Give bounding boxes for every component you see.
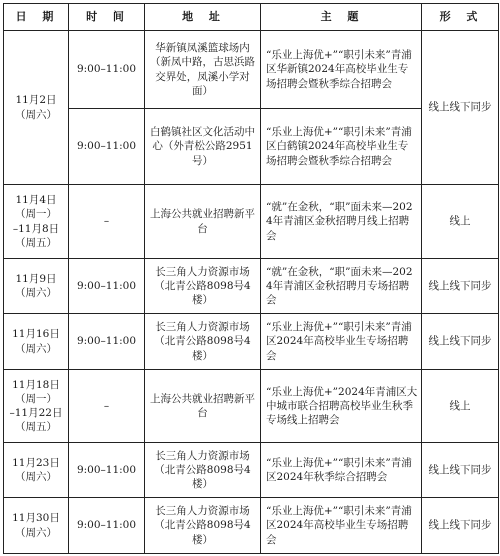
date-line: –11月22日 — [9, 407, 63, 419]
time-cell: – — [69, 185, 145, 259]
topic-cell: “乐业上海优+”“职引未来”青浦区白鹤镇2024年高校毕业生专场招聘会暨秋季综合招聘会 — [261, 109, 422, 185]
date-line: （周六） — [15, 287, 57, 299]
date-line: 11月18日 — [12, 378, 60, 391]
header-format: 形 式 — [422, 4, 499, 31]
date-line: （周一） — [15, 392, 57, 405]
date-line: （周五） — [15, 236, 57, 249]
date-cell — [4, 185, 69, 259]
table-row — [4, 370, 499, 443]
header-topic: 主 题 — [261, 4, 422, 31]
topic-cell: “就”在金秋，“职”面未来—2024年青浦区金秋招聘月线上招聘会 — [261, 185, 422, 259]
date-line: （周六） — [15, 108, 57, 121]
date-line: –11月8日 — [12, 222, 60, 235]
date-line: 11月30日 — [12, 512, 60, 525]
table-row — [4, 498, 499, 554]
topic-cell: “就”在金秋，“职”面未来—2024年青浦区金秋招聘月专场招聘会 — [261, 259, 422, 314]
table-row — [4, 259, 499, 314]
header-date: 日 期 — [4, 4, 69, 31]
format-cell: 线上线下同步 — [422, 498, 499, 554]
address-cell: 上海公共就业招聘新平台 — [145, 370, 261, 443]
time-cell: 9:00–11:00 — [69, 109, 145, 185]
address-cell: 白鹤镇社区文化活动中心（外青松公路2951号） — [145, 109, 261, 185]
topic-cell: “乐业上海优+”“职引未来”青浦区华新镇2024年高校毕业生专场招聘会暨秋季综合招聘会 — [261, 31, 422, 109]
date-cell — [4, 31, 69, 185]
table-row — [4, 314, 499, 370]
topic-cell: “乐业上海优+”2024年青浦区大中城市联合招聘高校毕业生秋季专场线上招聘会 — [261, 370, 422, 443]
table-row — [4, 185, 499, 259]
address-cell: 上海公共就业招聘新平台 — [145, 185, 261, 259]
date-cell — [4, 443, 69, 498]
format-cell: 线上 — [422, 185, 499, 259]
time-cell: – — [69, 370, 145, 443]
topic-cell: “乐业上海优+”“职引未来”青浦区2024年高校毕业生专场招聘会 — [261, 314, 422, 370]
date-line: 11月16日 — [12, 328, 60, 341]
format-cell: 线上线下同步 — [422, 314, 499, 370]
date-line: 11月4日 — [15, 194, 57, 207]
address-cell: 长三角人力资源市场（北青公路8098号4楼） — [145, 498, 261, 554]
date-line: （周六） — [15, 526, 57, 539]
time-cell: 9:00–11:00 — [69, 498, 145, 554]
date-line: （周六） — [15, 342, 57, 355]
format-cell: 线上 — [422, 370, 499, 443]
date-line: （周五） — [15, 421, 57, 434]
table-row — [4, 443, 499, 498]
format-cell: 线上线下同步 — [422, 259, 499, 314]
format-cell: 线上线下同步 — [422, 443, 499, 498]
time-cell: 9:00–11:00 — [69, 31, 145, 109]
address-cell: 长三角人力资源市场（北青公路8098号4楼） — [145, 259, 261, 314]
schedule-table — [3, 3, 499, 554]
time-cell: 9:00–11:00 — [69, 259, 145, 314]
topic-cell: “乐业上海优+”“职引未来”青浦区2024年高校毕业生专场招聘会 — [261, 498, 422, 554]
time-cell: 9:00–11:00 — [69, 443, 145, 498]
date-line: 11月23日 — [12, 456, 60, 469]
date-line: 11月9日 — [15, 272, 57, 285]
date-cell — [4, 370, 69, 443]
date-line: 11月2日 — [15, 94, 57, 107]
address-cell: 长三角人力资源市场（北青公路8098号4楼） — [145, 314, 261, 370]
header-time: 时 间 — [69, 4, 145, 31]
time-cell: 9:00–11:00 — [69, 314, 145, 370]
date-cell — [4, 259, 69, 314]
table-row — [4, 31, 499, 109]
date-line: （周一） — [15, 208, 57, 221]
date-cell — [4, 314, 69, 370]
format-cell: 线上线下同步 — [422, 31, 499, 185]
address-cell: 华新镇凤溪篮球场内（新凤中路，古思浜路交界处，凤溪小学对面） — [145, 31, 261, 109]
topic-cell: “乐业上海优+”“职引未来”青浦区2024年秋季综合招聘会 — [261, 443, 422, 498]
address-cell: 长三角人力资源市场（北青公路8098号4楼） — [145, 443, 261, 498]
date-line: （周六） — [15, 471, 57, 483]
date-cell — [4, 498, 69, 554]
header-row — [4, 4, 499, 31]
header-address: 地 址 — [145, 4, 261, 31]
